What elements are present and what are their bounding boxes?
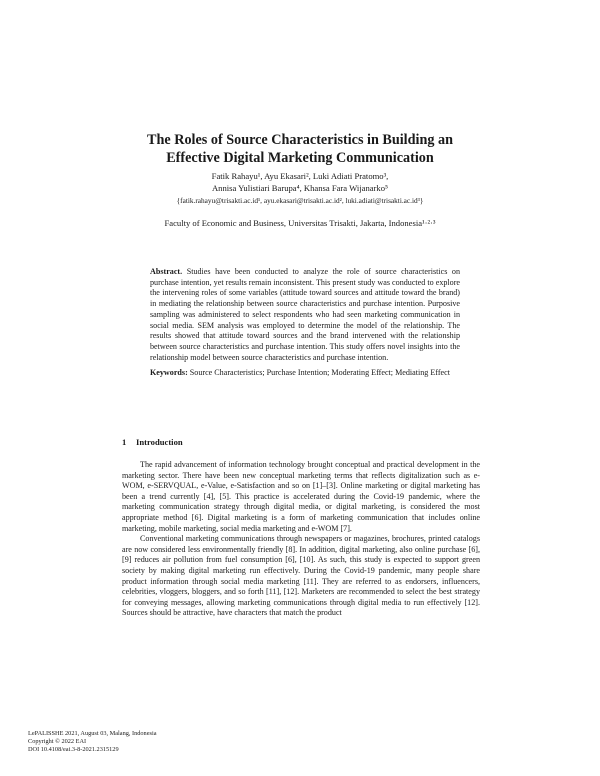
section-number: 1: [122, 437, 127, 447]
author-affiliation: Faculty of Economic and Business, Universitas Trisakti, Jakarta, Indonesia¹·²·³: [164, 218, 436, 228]
introduction-body: [122, 460, 480, 619]
keywords-label: Keywords:: [150, 368, 188, 377]
author-emails: {fatik.rahayu@trisakti.ac.id¹, ayu.ekasari@trisakti.ac.id², luki.adiati@trisakti.ac.id³}: [176, 196, 424, 205]
authors-line-2: Annisa Yulistiari Barupa⁴, Khansa Fara Wijanarko⁵: [211, 182, 389, 193]
abstract-label: Abstract.: [150, 267, 183, 276]
keywords-text: Source Characteristics; Purchase Intention; Moderating Effect; Mediating Effect: [187, 368, 450, 377]
keywords: [150, 368, 460, 379]
intro-paragraph-1: The rapid advancement of information technology brought conceptual and practical development in the marketing sector. There have been new conceptual marketing terms that reflects digitalization such as e-WOM, e-SERVQUAL, e-Value, e-Satisfaction and so on [1]–[3]. Online marketing or digital marketing has been a trend currently [4], [5]. This practice is accelerated during the Covid-19 pandemic, where the marketing communication strategy through digital media, or digital marketing, is considered the most appropriate method [6]. Digital marketing is a form of marketing communication that includes online marketing, mobile marketing, social media marketing and e-WOM [7].: [122, 460, 480, 533]
intro-paragraph-2: Conventional marketing communications through newspapers or magazines, brochures, printed catalogs are now considered less environmentally friendly [8]. In addition, digital marketing, also online purchase [6], [9] reduces air pollution from fuel consumption [6], [10]. As such, this study is expected to support green society by making digital marketing run effectively. During the Covid-19 pandemic, many people share product information through social media marketing [11]. They are referred to as endorsers, influencers, celebrities, vloggers, bloggers, and so forth [11], [12]. Marketers are recommended to select the best strategy for conveying messages, allowing marketing communications through digital media to run effectively [12]. Sources should be attractive, have characters that match the product: [122, 534, 480, 618]
abstract-text: Studies have been conducted to analyze the role of source characteristics on purchase intention, yet results remain inconsistent. This present study was conducted to explore the intervening roles of some variables (attitude toward sources and attitude toward the brand) in mediating the relationship between source characteristics and purchase intention. Purposive sampling was administered to select respondents who had seen marketing communication in social media. SEM analysis was employed to determine the model of the relationship. The results showed that attitude toward sources and the brand intervened with the relationship between source characteristics and purchase intention. This study offers novel insights into the relationship model between source characteristics and purchase intention.: [150, 267, 460, 362]
page-footer: [28, 730, 157, 755]
author-list: [80, 171, 520, 194]
footer-conference: LePALISSHE 2021, August 03, Malang, Indonesia: [28, 730, 157, 737]
section-heading-introduction: [122, 437, 183, 447]
paper-title: [60, 131, 540, 167]
footer-doi: DOI 10.4108/eai.3-8-2021.2315129: [28, 746, 119, 754]
section-title: Introduction: [136, 437, 183, 447]
title-line-1: The Roles of Source Characteristics in Building an: [147, 132, 453, 148]
authors-line-1: Fatik Rahayu¹, Ayu Ekasari², Luki Adiati Pratomo³,: [211, 171, 389, 181]
title-line-2: Effective Digital Marketing Communication: [166, 150, 434, 166]
abstract: [150, 267, 460, 363]
footer-copyright: Copyright © 2022 EAI: [28, 738, 87, 746]
